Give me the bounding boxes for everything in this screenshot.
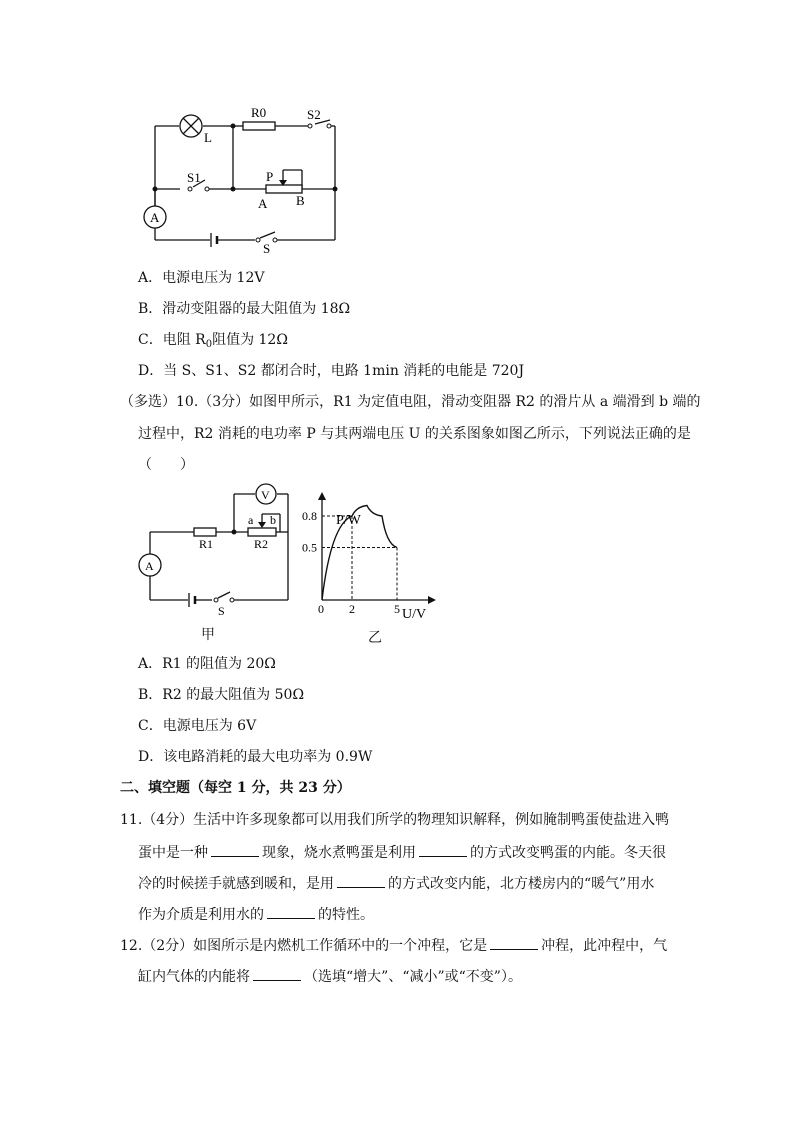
q10-option-c: C．电源电压为 6V bbox=[138, 718, 257, 734]
label-switch-s-2: S bbox=[218, 604, 225, 618]
label-lamp: L bbox=[204, 130, 212, 145]
pu-chart bbox=[300, 490, 440, 630]
q9-option-c-sub: 0 bbox=[205, 339, 213, 350]
chart-y-label: P/W bbox=[336, 513, 361, 528]
q12-text-2a: 缸内气体的内能将 bbox=[138, 969, 250, 985]
label-switch-s: S bbox=[263, 241, 271, 256]
battery-icon-2 bbox=[189, 593, 195, 607]
label-r1: R1 bbox=[199, 537, 214, 551]
q11-line-3 bbox=[138, 873, 654, 894]
q11-line-1: 11.（4分）生活中许多现象都可以用我们所学的物理知识解释，例如腌制鸭蛋使盐进入鸭 bbox=[120, 812, 670, 828]
q12-blank-2[interactable] bbox=[253, 966, 301, 981]
q11-text-3a: 冷的时候搓手就感到暖和，是用 bbox=[138, 876, 334, 892]
circuit-diagram-2 bbox=[130, 480, 300, 618]
resistor-r1-icon bbox=[194, 528, 216, 536]
label-s1: S1 bbox=[187, 170, 201, 185]
rheostat-icon bbox=[266, 185, 302, 193]
chart-x-label: U/V bbox=[402, 607, 427, 622]
chart-origin-label: 0 bbox=[318, 602, 324, 616]
label-end-a-2: a bbox=[248, 513, 254, 527]
q10-option-d: D．该电路消耗的最大电功率为 0.9W bbox=[138, 749, 373, 765]
q11-blank-4[interactable] bbox=[267, 904, 315, 919]
circuit-diagram-1 bbox=[130, 100, 350, 260]
q10-option-b: B．R2 的最大阻值为 50Ω bbox=[138, 687, 305, 703]
section-title: 二、填空题（每空 1 分，共 23 分） bbox=[120, 780, 351, 796]
q10-line-3: （ ） bbox=[138, 457, 194, 473]
q11-text-3b: 的方式改变内能，北方楼房内的“暖气”用水 bbox=[388, 876, 655, 892]
label-p: P bbox=[266, 169, 274, 184]
chart-x-tick-2: 2 bbox=[349, 602, 355, 616]
q11-blank-1[interactable] bbox=[211, 842, 259, 857]
q11-line-2 bbox=[138, 842, 666, 863]
q11-text-2c: 的方式改变鸭蛋的内能。冬天很 bbox=[470, 845, 666, 861]
q9-option-a: A．电源电压为 12V bbox=[138, 270, 265, 286]
q9-option-c-pre: C．电阻 R bbox=[138, 332, 206, 348]
q9-option-d: D．当 S、S1、S2 都闭合时，电路 1min 消耗的电能是 720J bbox=[138, 363, 525, 379]
q12-text-1a: 12.（2分）如图所示是内燃机工作循环中的一个冲程，它是 bbox=[120, 938, 488, 954]
figure-label-yi: 乙 bbox=[368, 630, 382, 646]
label-s2: S2 bbox=[307, 107, 321, 122]
rheostat-r2-icon bbox=[248, 528, 276, 536]
q11-blank-2[interactable] bbox=[419, 842, 467, 857]
q11-blank-3[interactable] bbox=[337, 873, 385, 888]
q10-line-1: （多选）10.（3分）如图甲所示，R1 为定值电阻，滑动变阻器 R2 的滑片从 a 端滑到 b 端的 bbox=[120, 394, 701, 410]
chart-y-tick-0.5: 0.5 bbox=[302, 540, 317, 555]
q11-text-2b: 现象，烧水煮鸭蛋是利用 bbox=[262, 845, 416, 861]
label-end-a: A bbox=[258, 196, 268, 211]
q9-option-c-post: 阻值为 12Ω bbox=[212, 332, 288, 348]
q10-line-2: 过程中，R2 消耗的电功率 P 与其两端电压 U 的关系图象如图乙所示，下列说法正确的是 bbox=[138, 426, 691, 442]
label-r0: R0 bbox=[251, 105, 267, 120]
label-end-b: B bbox=[296, 193, 305, 208]
q9-option-b: B．滑动变阻器的最大阻值为 18Ω bbox=[138, 301, 351, 317]
label-r2: R2 bbox=[254, 537, 269, 551]
q11-line-4 bbox=[138, 904, 374, 925]
q12-line-2 bbox=[138, 966, 522, 987]
lamp-icon bbox=[180, 115, 202, 137]
q12-blank-1[interactable] bbox=[490, 935, 538, 950]
label-ammeter: A bbox=[150, 210, 160, 225]
resistor-r0-icon bbox=[243, 122, 275, 130]
label-voltmeter: V bbox=[261, 488, 270, 502]
figure-label-jia: 甲 bbox=[201, 627, 215, 643]
q10-option-a: A．R1 的阻值为 20Ω bbox=[138, 656, 276, 672]
q12-line-1 bbox=[120, 935, 667, 956]
q9-option-c bbox=[138, 330, 288, 355]
q12-text-2b: （选填“增大”、“减小”或“不变”）。 bbox=[304, 969, 522, 985]
battery-icon bbox=[211, 233, 217, 247]
label-end-b-2: b bbox=[270, 513, 276, 527]
chart-y-tick-0.8: 0.8 bbox=[302, 509, 317, 523]
q12-text-1b: 冲程，此冲程中，气 bbox=[541, 938, 668, 954]
q11-text-4a: 作为介质是利用水的 bbox=[138, 907, 264, 923]
chart-x-tick-5: 5 bbox=[394, 602, 400, 616]
q11-text-4b: 的特性。 bbox=[318, 907, 374, 923]
q11-text-2a: 蛋中是一种 bbox=[138, 845, 208, 861]
label-ammeter-2: A bbox=[145, 559, 154, 573]
